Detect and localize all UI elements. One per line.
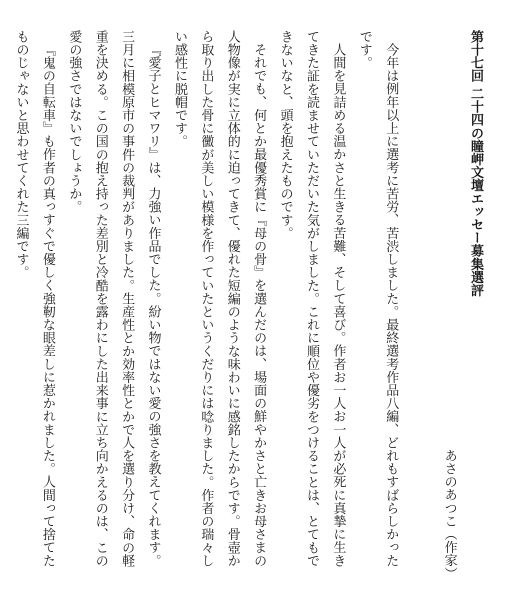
paragraph: それでも、何とか最優秀賞に『母の骨』を選んだのは、場面の鮮やかさと亡きお母さまの人物像が実に立体的に迫ってきて、優れた短編のような味わいに感銘したからです。骨壺から取り出した骨に黴が美しい模様を作っていたというくだりには唸りました。作者の瑞々しい感性に脱帽です。: [171, 30, 267, 568]
article-title: 第十七回 二十四の瞳岬文壇エッセー募集選評: [468, 30, 483, 297]
paragraph: 『愛子とヒマワリ』は、力強い作品でした。紛い物ではない愛の強さを教えてくれます。三月に相模原市の事件の裁判がありました。生産性とか効率性とかで人を選り分け、命の軽重を決める。この国の抱え持った差別と冷酷を露わにした出来事に立ち向かえるのは、この愛の強さではないでしょうか。: [66, 30, 161, 568]
paragraph: 人間を見詰める温かさと生きる苦難、そして喜び。作者お一人お一人が必死に真摯に生きてきた証を読ませていただいた気がしました。これに順位や優劣をつけることは、とてもできないなと、頭を抱えたものです。: [277, 30, 346, 568]
paragraph: 『鬼の自転車』も作者の真っすぐで優しく強靭な眼差しに惹かれました。人間って捨てたものじゃないと思わせてくれた三編です。: [13, 30, 55, 567]
author-byline: あさのあつこ（作家）: [441, 449, 457, 580]
paragraph: 今年は例年以上に選考に苦労、苦渋しました。最終選考作品八編、どれもすばらしかったです。: [356, 30, 399, 567]
vertical-text-block: [7, 30, 488, 580]
heading-column: [435, 30, 488, 580]
